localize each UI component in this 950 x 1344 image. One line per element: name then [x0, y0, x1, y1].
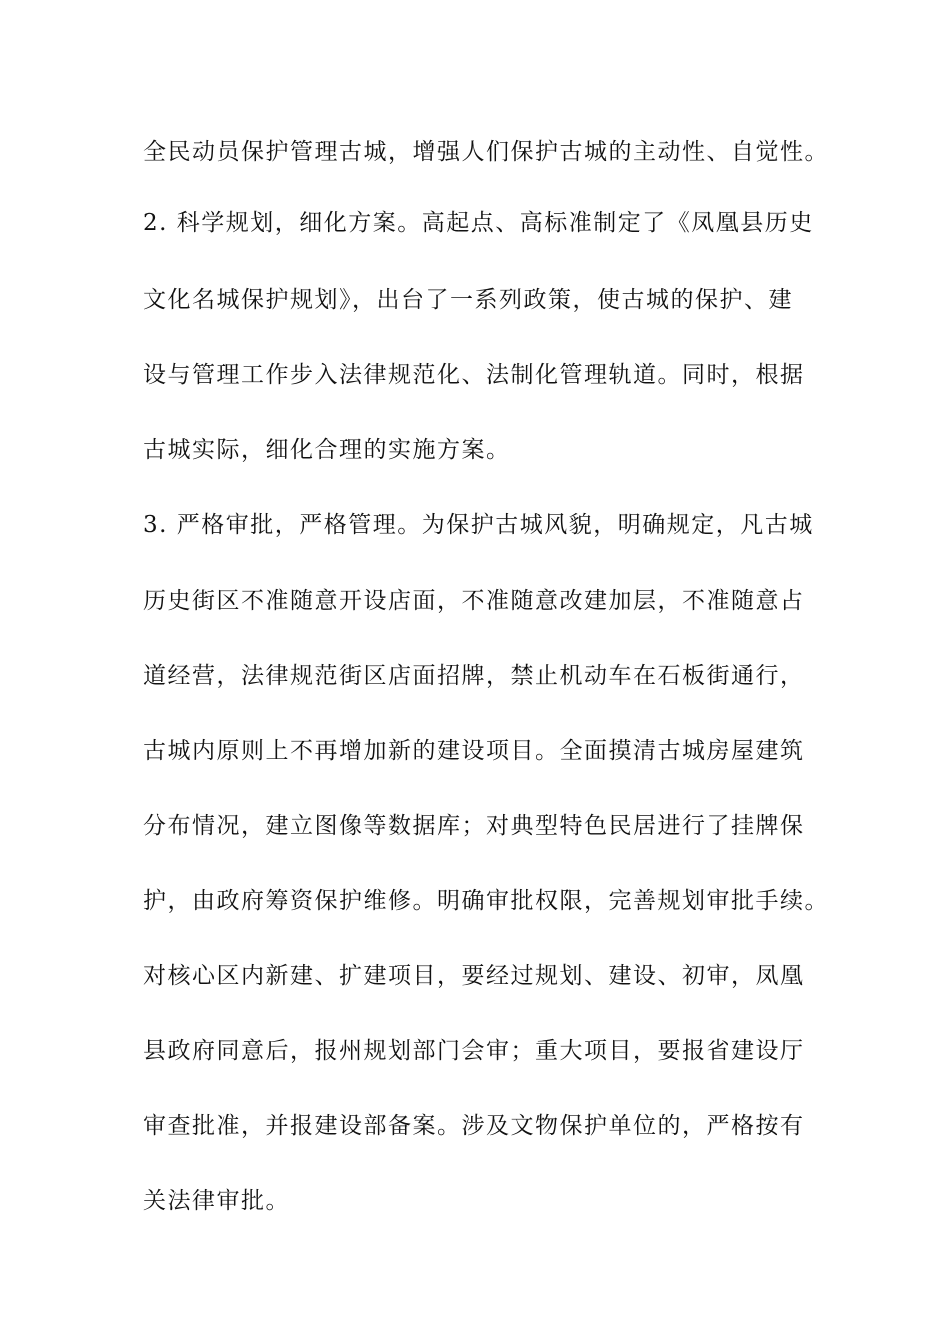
text-line: 古城实际，细化合理的实施方案。	[143, 437, 511, 463]
text-line: 关法律审批。	[143, 1188, 290, 1214]
text-line: 设与管理工作步入法律规范化、法制化管理轨道。同时，根据	[143, 362, 805, 388]
text-line: 古城内原则上不再增加新的建设项目。全面摸清古城房屋建筑	[143, 738, 805, 764]
text-line: 文化名城保护规划》，出台了一系列政策，使古城的保护、建	[143, 287, 793, 313]
text-line: 对核心区内新建、扩建项目，要经过规划、建设、初审，凤凰	[143, 963, 805, 989]
text-line: 历史街区不准随意开设店面，不准随意改建加层，不准随意占	[143, 588, 805, 614]
text-line: 3. 严格审批，严格管理。为保护古城风貌，明确规定，凡古城	[143, 512, 814, 538]
text-line: 审查批准，并报建设部备案。涉及文物保护单位的，严格按有	[143, 1113, 805, 1139]
text-line: 县政府同意后，报州规划部门会审；重大项目，要报省建设厅	[143, 1038, 805, 1064]
text-line: 护，由政府筹资保护维修。明确审批权限，完善规划审批手续。	[143, 888, 829, 914]
text-line: 2. 科学规划，细化方案。高起点、高标准制定了《凤凰县历史	[143, 210, 814, 236]
text-line: 分布情况，建立图像等数据库；对典型特色民居进行了挂牌保	[143, 813, 805, 839]
text-line: 道经营，法律规范街区店面招牌，禁止机动车在石板街通行，	[143, 663, 805, 689]
text-line: 全民动员保护管理古城，增强人们保护古城的主动性、自觉性。	[143, 139, 829, 165]
